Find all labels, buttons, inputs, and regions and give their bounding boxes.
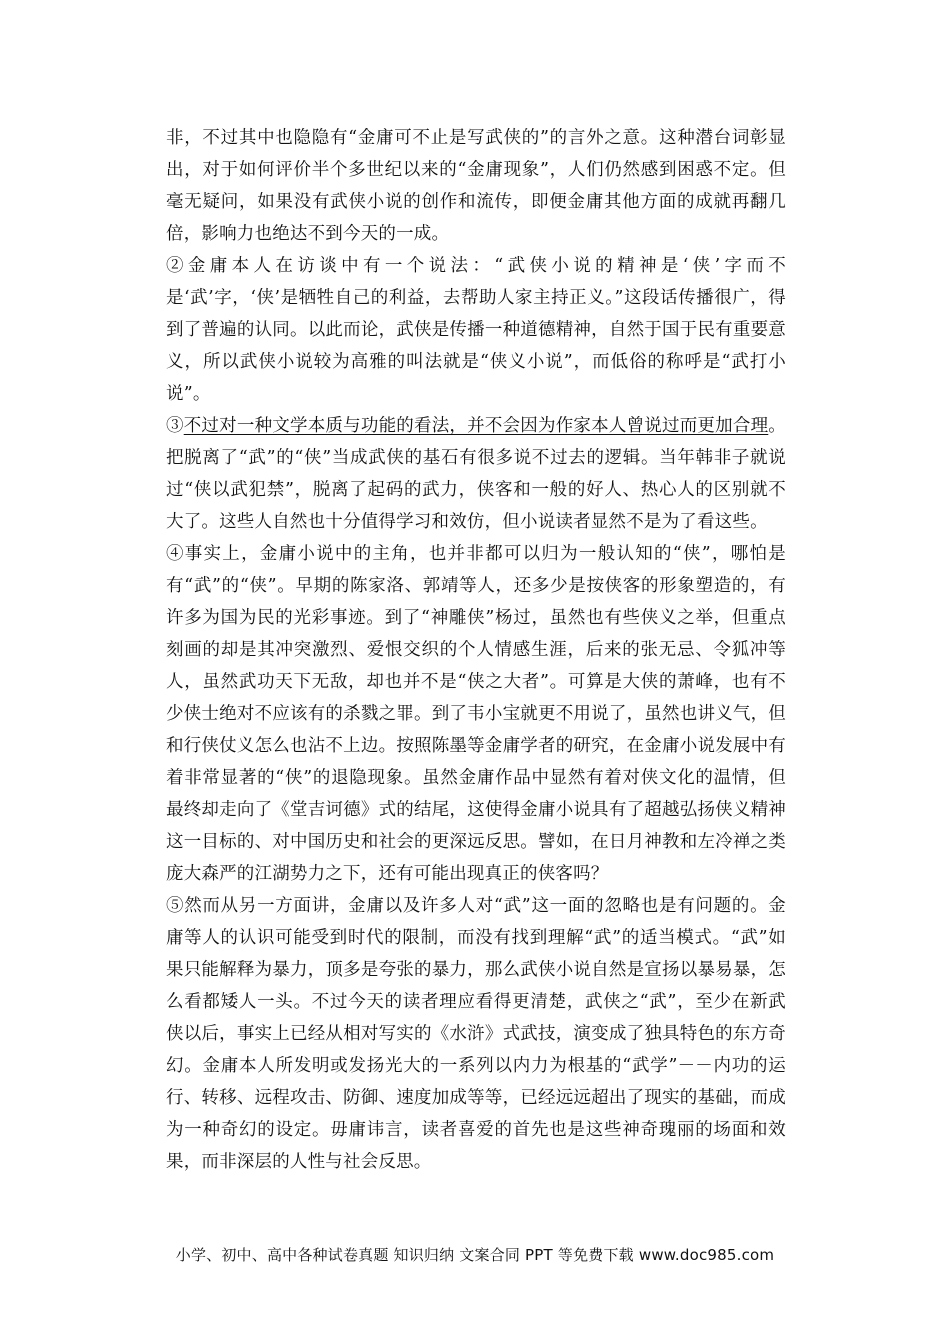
paragraph-5: ⑤然而从另一方面讲，金庸以及许多人对“武”这一面的忽略也是有问题的。金庸等人的认识可能受到时代的限制，而没有找到理解“武”的适当模式。“武”如果只能解释为暴力，顶多是夸张的暴力，那么武侠小说自然是宣扬以暴易暴，怎么看都矮人一头。不过今天的读者理应看得更清楚，武侠之“武”，至少在新武侠以后，事实上已经从相对写实的《水浒》式武技，演变成了独具特色的东方奇幻。金庸本人所发明或发扬光大的一系列以内力为根基的“武学”－－内功的运行、转移、远程攻击、防御、速度加成等等，已经远远超出了现实的基础，而成为一种奇幻的设定。毋庸讳言，读者喜爱的首先也是这些神奇瑰丽的场面和效果，而非深层的人性与社会反思。 [166, 896, 786, 1172]
paragraph-4: ④事实上，金庸小说中的主角，也并非都可以归为一般认知的“侠”，哪怕是有“武”的“侠”。早期的陈家洛、郭靖等人，还多少是按侠客的形象塑造的，有许多为国为民的光彩事迹。到了“神雕侠”杨过，虽然也有些侠义之举，但重点刻画的却是其冲突激烈、爱恨交织的个人情感生涯，后来的张无忌、令狐冲等人，虽然武功天下无敌，却也并不是“侠之大者”。可算是大侠的萧峰，也有不少侠士绝对不应该有的杀戮之罪。到了韦小宝就更不用说了，虽然也讲义气，但和行侠仗义怎么也沾不上边。按照陈墨等金庸学者的研究，在金庸小说发展中有着非常显著的“侠”的退隐现象。虽然金庸作品中显然有着对侠文化的温情，但最终却走向了《堂吉诃德》式的结尾，这使得金庸小说具有了超越弘扬侠义精神这一目标的、对中国历史和社会的更深远反思。譬如，在日月神教和左冷禅之类庞大森严的江湖势力之下，还有可能出现真正的侠客吗？ [166, 544, 786, 884]
paragraph-2: ②金庸本人在访谈中有一个说法：“武侠小说的精神是‘侠’字而不是‘武’字，‘侠’是牺牲自己的利益，去帮助人家主持正义。”这段话传播很广，得到了普遍的认同。以此而论，武侠是传播一种道德精神，自然于国于民有重要意义，所以武侠小说较为高雅的叫法就是“侠义小说”，而低俗的称呼是“武打小说”。 [166, 256, 786, 404]
document-body [166, 122, 786, 1178]
paragraph-3-rest: 。把脱离了“武”的“侠”当成武侠的基石有很多说不过去的逻辑。当年韩非子就说过“侠以武犯禁”，脱离了起码的武力，侠客和一般的好人、热心人的区别就不大了。这些人自然也十分值得学习和效仿，但小说读者显然不是为了看这些。 [166, 416, 786, 532]
paragraph-continued: 非，不过其中也隐隐有“金庸可不止是写武侠的”的言外之意。这种潜台词彰显出，对于如何评价半个多世纪以来的“金庸现象”，人们仍然感到困惑不定。但毫无疑问，如果没有武侠小说的创作和流传，即便金庸其他方面的成就再翻几倍，影响力也绝达不到今天的一成。 [166, 128, 786, 244]
footer-banner: 小学、初中、高中各种试卷真题 知识归纳 文案合同 PPT 等免费下载 www.doc985.com [175, 1246, 775, 1264]
paragraph-3-underlined-sentence: 不过对一种文学本质与功能的看法，并不会因为作家本人曾说过而更加合理 [183, 416, 769, 436]
paragraph-3-marker: ③ [166, 416, 184, 436]
paragraph-3 [166, 410, 786, 538]
